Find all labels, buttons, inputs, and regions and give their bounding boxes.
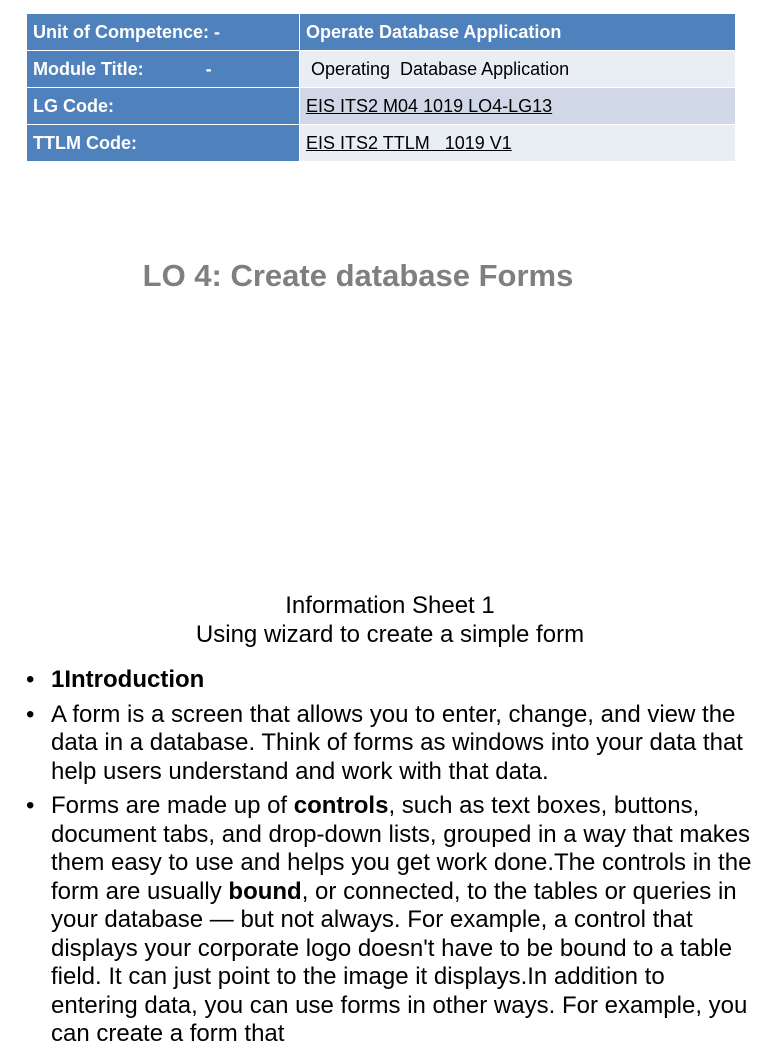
unit-of-competence-label: Unit of Competence: -: [27, 14, 300, 51]
controls-term: controls: [293, 792, 389, 819]
information-sheet-heading: [0, 591, 780, 649]
lg-code-label: LG Code:: [27, 88, 300, 125]
ttlm-code-row: [27, 125, 736, 162]
learning-outcome-title: LO 4: Create database Forms: [142, 258, 574, 293]
introduction-heading: 1Introduction: [51, 666, 205, 693]
content-bullet-list: [24, 666, 754, 1055]
module-title-row: [27, 51, 736, 88]
module-title-label: Module Title:: [33, 58, 144, 79]
bound-term: bound: [228, 877, 302, 905]
bullet-introduction: [24, 666, 754, 695]
module-title-label-cell: [27, 51, 300, 88]
lg-code-value: EIS ITS2 M04 1019 LO4-LG13: [300, 88, 736, 125]
lg-code-row: [27, 88, 736, 125]
module-title-value: Operating Database Application: [300, 51, 736, 88]
module-info-table: [26, 13, 736, 162]
controls-text-3: , or connected, to the tables or queries in your database — but not always. For example, a control that displays your corporate logo doesn't have to be bound to a table field. It can just point to the image it displays.In addition to entering data, you can use forms in other ways. For example, you can create a form that: [51, 877, 748, 1047]
module-title-dash: -: [205, 58, 212, 79]
controls-text-2: , such as text boxes, buttons, document tabs, and drop-down lists, grouped in a way that makes them easy to use and helps you get work done.The controls in the form are usually: [51, 792, 752, 905]
bullet-form-controls: [24, 792, 754, 1049]
ttlm-code-value: EIS ITS2 TTLM 1019 V1: [300, 125, 736, 162]
controls-text-1: Forms are made up of: [51, 792, 294, 819]
unit-of-competence-row: [27, 14, 736, 51]
information-sheet-title: Information Sheet 1: [285, 592, 495, 619]
ttlm-code-label: TTLM Code:: [27, 125, 300, 162]
information-sheet-subtitle: Using wizard to create a simple form: [195, 621, 585, 648]
unit-of-competence-value: Operate Database Application: [300, 14, 736, 51]
bullet-form-definition: • A form is a screen that allows you to enter, change, and view the data in a database. Think of forms as windows into your data that help users understand and work with that data.: [24, 701, 754, 787]
